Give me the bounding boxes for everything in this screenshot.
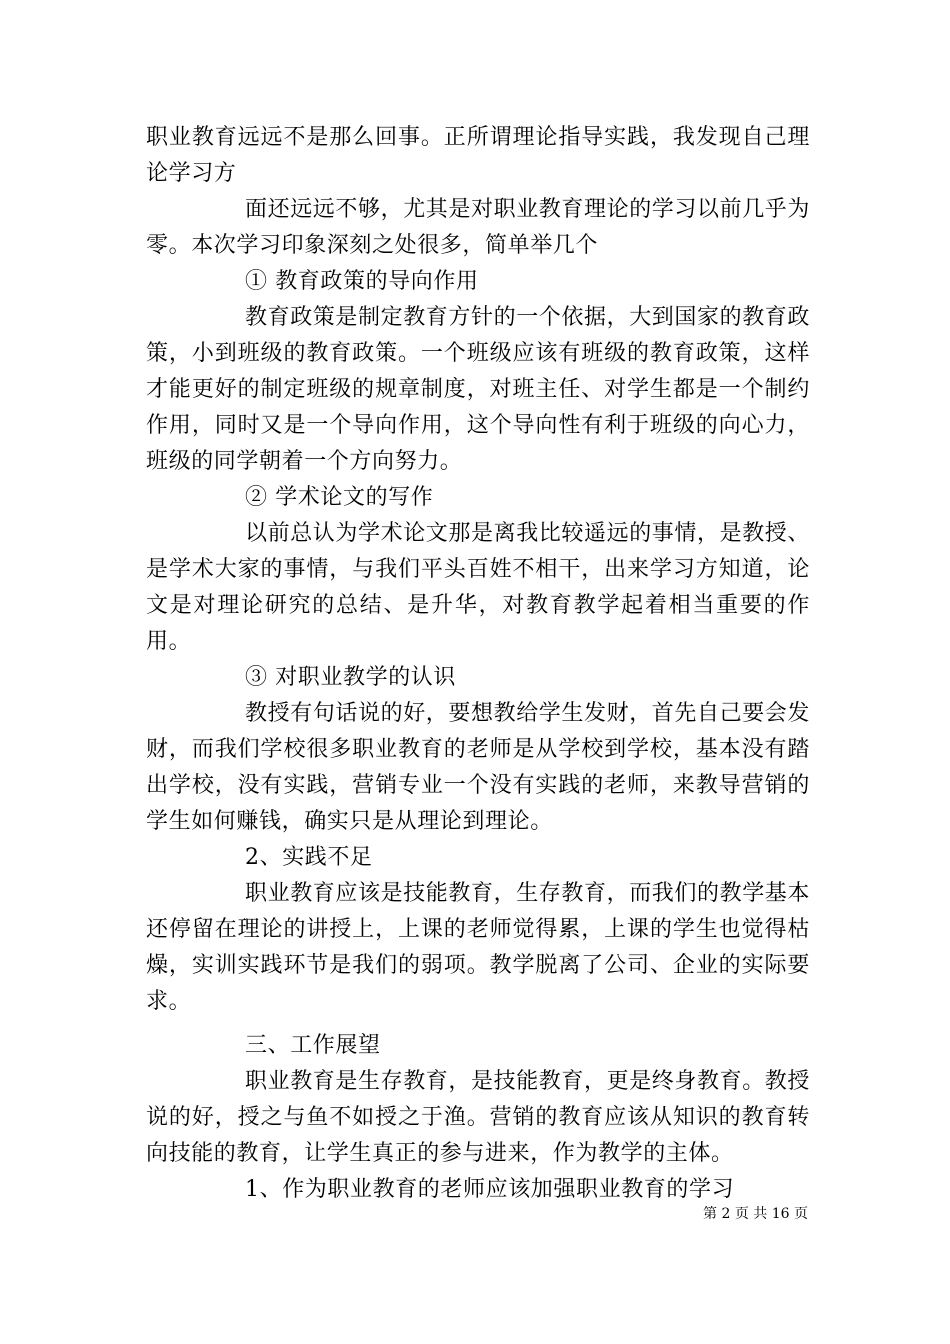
- paragraph-education-policy: 教育政策是制定教育方针的一个依据，大到国家的教育政策，小到班级的教育政策。一个班级应该有班级的教育政策，这样才能更好的制定班级的规章制度，对班主任、对学生都是一个制约作用，同时又是一个导向作用，这个导向性有利于班级的向心力，班级的同学朝着一个方向努力。: [146, 305, 811, 474]
- paragraph-vocational-teaching: 教授有句话说的好，要想教给学生发财，首先自己要会发财，而我们学校很多职业教育的老师是从学校到学校，基本没有踏出学校，没有实践，营销专业一个没有实践的老师，来教导营销的学生如何赚钱，确实只是从理论到理论。: [146, 701, 811, 834]
- paragraph-1: 职业教育远远不是那么回事。正所谓理论指导实践，我发现自己理论学习方: [146, 125, 810, 186]
- heading-academic-writing: ② 学术论文的写作: [245, 485, 434, 510]
- paragraph-practice-lacking: 职业教育应该是技能教育，生存教育，而我们的教学基本还停留在理论的讲授上，上课的老师觉得累，上课的学生也觉得枯燥，实训实践环节是我们的弱项。教学脱离了公司、企业的实际要求。: [146, 881, 811, 1014]
- heading-work-outlook: 三、工作展望: [245, 1033, 381, 1058]
- heading-practice-lacking: 2、实践不足: [245, 845, 373, 870]
- paragraph-2: 面还远远不够，尤其是对职业教育理论的学习以前几乎为零。本次学习印象深刻之处很多，简单举几个: [146, 197, 811, 258]
- heading-education-policy: ① 教育政策的导向作用: [245, 269, 479, 294]
- heading-vocational-teaching: ③ 对职业教学的认识: [245, 665, 456, 690]
- body-text: [146, 120, 810, 1208]
- page-number-footer: 第 2 页 共 16 页: [703, 1206, 808, 1222]
- heading-strengthen-learning: 1、作为职业教育的老师应该加强职业教育的学习: [245, 1177, 735, 1202]
- paragraph-work-outlook: 职业教育是生存教育，是技能教育，更是终身教育。教授说的好，授之与鱼不如授之于渔。营销的教育应该从知识的教育转向技能的教育，让学生真正的参与进来，作为教学的主体。: [146, 1069, 811, 1166]
- paragraph-academic-writing: 以前总认为学术论文那是离我比较遥远的事情，是教授、是学术大家的事情，与我们平头百姓不相干，出来学习方知道，论文是对理论研究的总结、是升华，对教育教学起着相当重要的作用。: [146, 521, 811, 654]
